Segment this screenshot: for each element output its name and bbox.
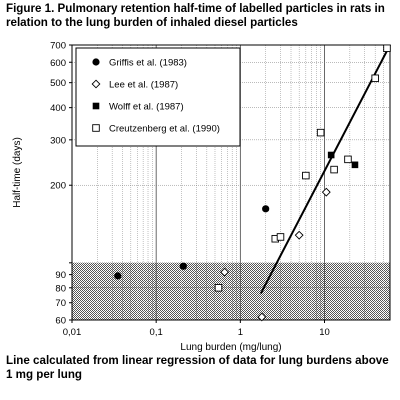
y-tick-label: 60 [55, 315, 66, 327]
regression-line [261, 45, 390, 294]
data-point [180, 263, 187, 270]
data-point [215, 284, 222, 291]
y-tick-label: 700 [50, 40, 66, 52]
shaded-band [72, 263, 390, 320]
data-point [317, 129, 324, 136]
data-point [372, 75, 379, 82]
legend-marker [93, 125, 100, 132]
y-tick-label: 200 [50, 180, 66, 192]
legend-label: Griffis et al. (1983) [109, 57, 187, 69]
y-tick-label: 300 [50, 135, 66, 147]
figure-title: Figure 1. Pulmonary retention half-time of labelled particles in rats in relation to the lung burden of inhaled diesel particles [6, 2, 385, 29]
x-tick-label: 1 [237, 327, 243, 338]
data-point [345, 156, 352, 163]
legend [76, 48, 240, 146]
y-axis-label: Half-time (days) [12, 137, 23, 208]
y-tick-label: 400 [50, 103, 66, 115]
data-point [331, 166, 338, 173]
y-tick-label: 90 [55, 270, 66, 282]
y-tick-label: 600 [50, 57, 66, 69]
data-point [328, 152, 335, 159]
legend-marker [93, 103, 100, 110]
y-tick-label: 500 [50, 78, 66, 90]
x-tick-label: 10 [319, 327, 330, 338]
data-point [322, 188, 330, 196]
data-point [352, 162, 359, 169]
legend-marker [92, 58, 99, 65]
legend-label: Creutzenberg et al. (1990) [109, 123, 220, 135]
x-axis-label: Lung burden (mg/lung) [180, 342, 282, 353]
data-point [114, 272, 121, 279]
data-point [384, 45, 391, 52]
shaded-band-rect [72, 263, 390, 320]
x-tick-label: 0,01 [62, 327, 82, 338]
x-tick-label: 0,1 [149, 327, 163, 338]
legend-label: Wolff et al. (1987) [109, 101, 184, 113]
data-point [303, 172, 310, 179]
y-tick-label: 70 [55, 298, 66, 310]
data-point [295, 231, 303, 239]
data-point [277, 234, 284, 241]
figure-caption: Line calculated from linear regression of data for lung burdens above 1 mg per lung [6, 354, 389, 381]
y-tick-label: 80 [55, 283, 66, 295]
legend-label: Lee et al. (1987) [109, 79, 179, 91]
data-point [262, 205, 269, 212]
